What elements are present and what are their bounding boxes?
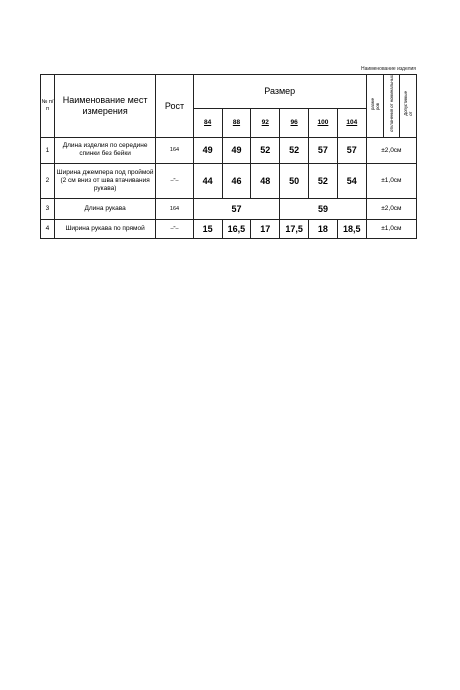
size-88: 88 xyxy=(222,108,251,137)
value-cell: 44 xyxy=(193,163,222,198)
tolerance-cell: ±2,0см xyxy=(366,198,416,219)
row-number: 2 xyxy=(41,163,55,198)
product-caption: Наименование изделия xyxy=(361,66,416,72)
header-tolerance-col-3 xyxy=(399,75,416,138)
value-cell-merged: 57 xyxy=(193,198,279,219)
tolerance-text-2: отклонения от номинальных xyxy=(388,75,394,132)
value-cell: 57 xyxy=(309,137,338,163)
header-measure-name: Наименование мест измерения xyxy=(54,75,155,138)
row-name: Длина изделия по середине спинки без бейки xyxy=(54,137,155,163)
table-row xyxy=(41,219,417,238)
header-height: Рост xyxy=(156,75,193,138)
value-cell: 16,5 xyxy=(222,219,251,238)
row-number: 3 xyxy=(41,198,55,219)
header-tolerance-col-2 xyxy=(383,75,399,138)
table-row xyxy=(41,137,417,163)
measurement-table xyxy=(40,74,417,239)
tolerance-cell: ±1,0см xyxy=(366,219,416,238)
tolerance-cell: ±1,0см xyxy=(366,163,416,198)
row-number: 4 xyxy=(41,219,55,238)
header-tolerance-col-1 xyxy=(366,75,383,138)
header-row-1 xyxy=(41,75,417,109)
value-cell: 52 xyxy=(251,137,280,163)
size-92: 92 xyxy=(251,108,280,137)
row-height: –"– xyxy=(156,163,193,198)
value-cell: 18 xyxy=(309,219,338,238)
value-cell: 50 xyxy=(280,163,309,198)
row-name: Длина рукава xyxy=(54,198,155,219)
value-cell: 17 xyxy=(251,219,280,238)
row-height: 164 xyxy=(156,137,193,163)
size-100: 100 xyxy=(309,108,338,137)
tolerance-cell: ±2,0см xyxy=(366,137,416,163)
value-cell: 52 xyxy=(280,137,309,163)
value-cell: 49 xyxy=(193,137,222,163)
row-number: 1 xyxy=(41,137,55,163)
row-height: –"– xyxy=(156,219,193,238)
table-row xyxy=(41,198,417,219)
value-cell: 18,5 xyxy=(337,219,366,238)
size-96: 96 xyxy=(280,108,309,137)
table-row xyxy=(41,163,417,198)
row-height: 164 xyxy=(156,198,193,219)
size-104: 104 xyxy=(337,108,366,137)
value-cell: 46 xyxy=(222,163,251,198)
value-cell: 15 xyxy=(193,219,222,238)
value-cell: 57 xyxy=(337,137,366,163)
value-cell-merged: 59 xyxy=(280,198,367,219)
row-name: Ширина рукава по прямой xyxy=(54,219,155,238)
row-name: Ширина джемпера под проймой (2 см вниз от шва втачивания рукава) xyxy=(54,163,155,198)
tolerance-text-3: Допустимые от xyxy=(402,91,413,116)
header-size: Размер xyxy=(193,75,366,109)
value-cell: 49 xyxy=(222,137,251,163)
value-cell: 17,5 xyxy=(280,219,309,238)
size-84: 84 xyxy=(193,108,222,137)
value-cell: 52 xyxy=(309,163,338,198)
value-cell: 48 xyxy=(251,163,280,198)
value-cell: 54 xyxy=(337,163,366,198)
tolerance-text-1: разме ров xyxy=(369,97,380,110)
header-number: № п/п xyxy=(41,75,55,138)
